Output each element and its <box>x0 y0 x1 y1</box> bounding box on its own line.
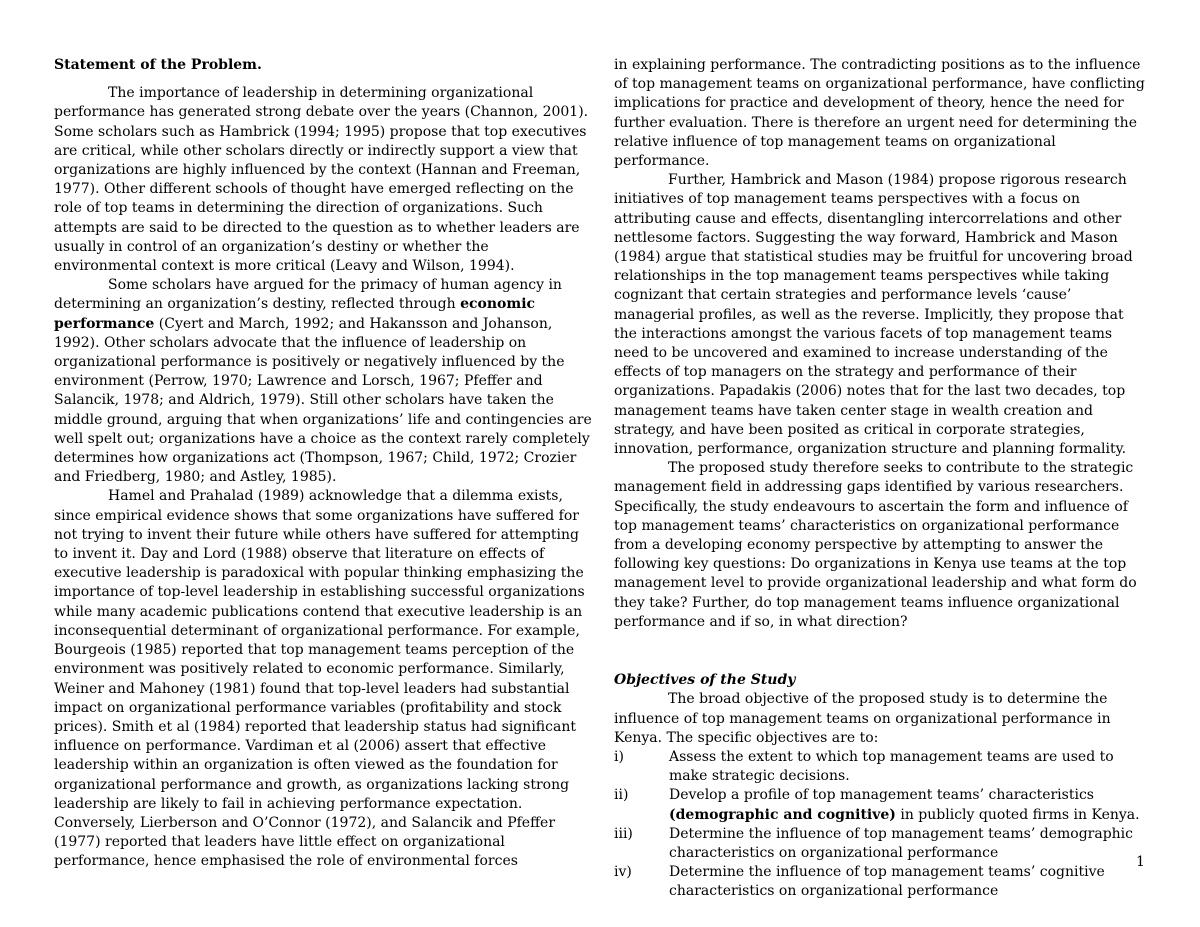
paragraph-text: (Cyert and March, 1992; and Hakansson and Johanson, 1992). Other scholars advocate that the influence of leadership on organizational performance is positively or negatively influenced by the environment (Perrow, 1970; Lawrence and Lorsch, 1967; Pfeffer and Salancik, 1978; and Aldrich, 1979). Still other scholars have taken the middle ground, arguing that when organizations’ life and contingencies are well spelt out; organizations have a choice as the context rarely completely determines how organizations act (Thompson, 1967; Child, 1972; Crozier and Friedberg, 1980; and Astley, 1985). <box>54 315 592 486</box>
objectives-intro: The broad objective of the proposed study is to determine the influence of top management teams on organizational performance in Kenya. The specific objectives are to: <box>614 691 1111 746</box>
objective-item <box>614 825 1146 863</box>
paragraph: Further, Hambrick and Mason (1984) propose rigorous research initiatives of top management teams perspectives with a focus on attributing cause and effects, disentangling intercorrelations and other nettlesome factors. Suggesting the way forward, Hambrick and Mason (1984) argue that statistical studies may be fruitful for uncovering broad relationships in the top management teams perspectives while taking cognizant that certain strategies and performance levels ‘cause’ managerial profiles, as well as the reverse. Implicitly, they propose that the interactions amongst the various facets of top management teams need to be uncovered and examined to increase understanding of the effects of top managers on the strategy and performance of their organizations. Papadakis (2006) notes that for the last two decades, top management teams have taken center stage in wealth creation and strategy, and have been posited as critical in corporate strategies, innovation, performance, organization structure and planning formality. <box>614 172 1133 458</box>
left-column <box>54 56 592 872</box>
objective-bold-text: (demographic and cognitive) <box>669 806 896 823</box>
objective-item <box>614 748 1146 786</box>
objective-text: Determine the influence of top management teams’ demographic characteristics on organizational performance <box>669 825 1134 861</box>
right-column <box>614 56 1146 902</box>
objective-text-tail: in publicly quoted firms in Kenya. <box>895 806 1140 823</box>
problem-heading: Statement of the Problem. <box>54 57 262 73</box>
paragraph: in explaining performance. The contradicting positions as to the influence of top management teams on organizational performance, have conflicting implications for practice and development of theory, hence the need for further evaluation. There is therefore an urgent need for determining the relative influence of top management teams on organizational performance. <box>614 57 1145 170</box>
paragraph-text: Some scholars have argued for the primacy of human agency in determining an organization’s destiny, reflected through <box>54 277 562 313</box>
objective-text: Determine the influence of top management teams’ cognitive characteristics on organizational performance <box>669 864 1105 900</box>
paragraph: The importance of leadership in determining organizational performance has generated strong debate over the years (Channon, 2001). Some scholars such as Hambrick (1994; 1995) propose that top executives are critical, while other scholars directly or indirectly support a view that organizations are highly influenced by the context (Hannan and Freeman, 1977). Other different schools of thought have emerged reflecting on the role of top teams in determining the direction of organizations. Such attempts are said to be directed to the question as to whether leaders are usually in control of an organization’s destiny or whether the environmental context is more critical (Leavy and Wilson, 1994). <box>54 85 589 275</box>
objective-number: ii) <box>614 787 629 804</box>
objective-number: iii) <box>614 825 633 842</box>
paragraph <box>54 276 592 487</box>
objectives-heading: Objectives of the Study <box>614 672 796 689</box>
objective-number: i) <box>614 748 624 765</box>
paragraph: The proposed study therefore seeks to contribute to the strategic management field in addressing gaps identified by various researchers. Specifically, the study endeavours to ascertain the form and influence of top management teams’ characteristics on organizational performance from a developing economy perspective by attempting to answer the following key questions: Do organizations in Kenya use teams at the top management level to provide organizational leadership and what form do they take? Further, do top management teams influence organizational performance and if so, in what direction? <box>614 460 1137 630</box>
section-spacer <box>614 632 1146 671</box>
page-number: 1 <box>1136 854 1145 870</box>
objective-item <box>614 863 1146 901</box>
objective-number: iv) <box>614 864 632 881</box>
objectives-list <box>614 748 1146 902</box>
paragraph: Hamel and Prahalad (1989) acknowledge that a dilemma exists, since empirical evidence shows that some organizations have suffered for not trying to invent their future while others have suffered for attempting to invent it. Day and Lord (1988) observe that literature on effects of executive leadership is paradoxical with popular thinking emphasizing the importance of top-level leadership in establishing successful organizations while many academic publications contend that executive leadership is an inconsequential determinant of organizational performance. For example, Bourgeois (1985) reported that top management teams perception of the environment was positively related to economic performance. Similarly, Weiner and Mahoney (1981) found that top-level leaders had substantial impact on organizational performance variables (profitability and stock prices). Smith et al (1984) reported that leadership status had significant influence on performance. Vardiman et al (2006) assert that effective leadership within an organization is often viewed as the foundation for organizational performance and growth, as organizations lacking strong leadership are likely to fail in achieving performance expectation. Conversely, Lierberson and O’Connor (1972), and Salancik and Pfeffer (1977) reported that leaders have little effect on organizational performance, hence emphasised the role of environmental forces <box>54 488 585 870</box>
objective-text: Assess the extent to which top management teams are used to make strategic decisions. <box>669 748 1114 785</box>
objective-text: Develop a profile of top management teams’ characteristics <box>669 787 1094 804</box>
bold-phrase: economic performance <box>54 296 536 332</box>
objective-item <box>614 786 1146 824</box>
